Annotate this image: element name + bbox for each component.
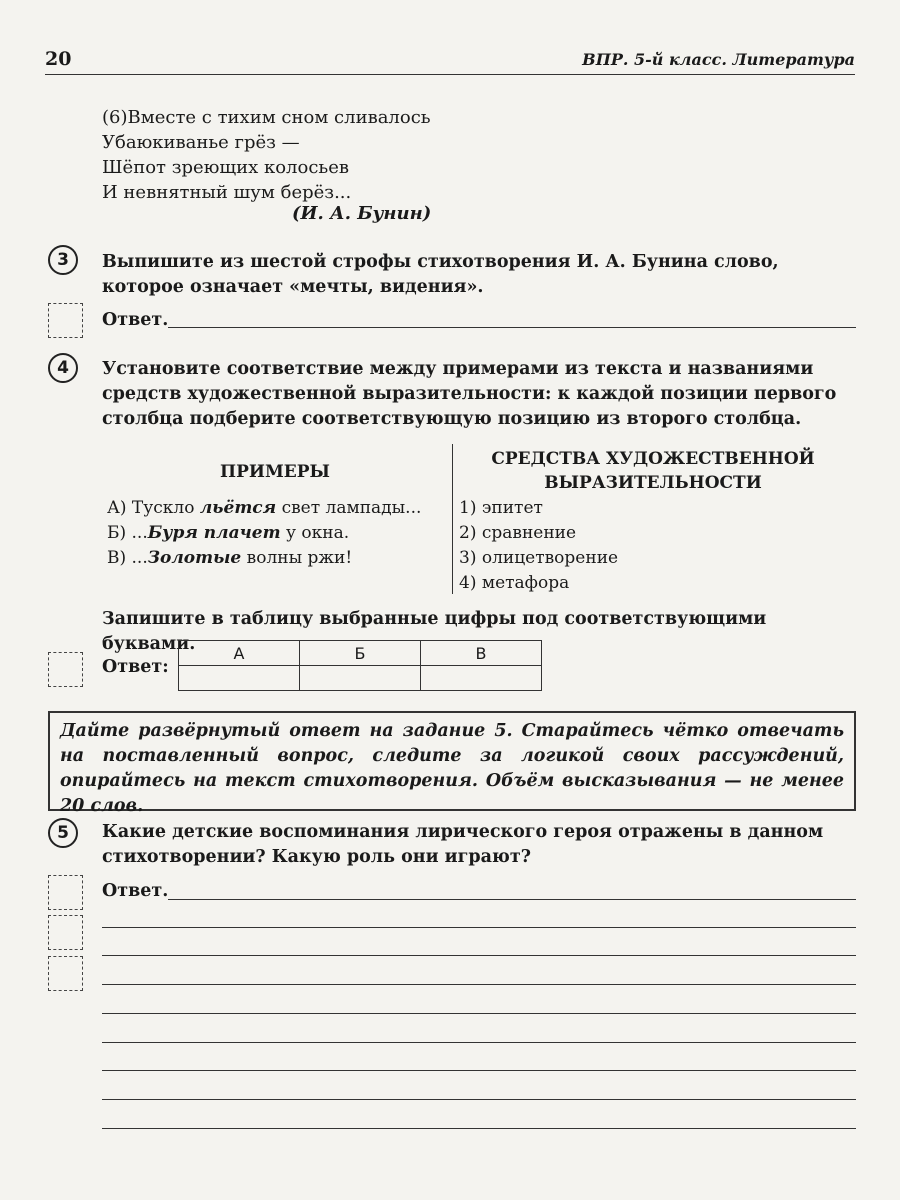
score-box <box>48 956 83 991</box>
poem-line: И невнятный шум берёз... <box>102 182 352 203</box>
task-4-instruction: Запишите в таблицу выбранные цифры под соответствующими буквами. <box>102 609 767 654</box>
answer-line[interactable] <box>102 1070 856 1071</box>
answer-line[interactable] <box>102 1128 856 1129</box>
example-item: Б) ...Буря плачет у окна. <box>107 523 350 543</box>
task-3-question: Выпишите из шестой строфы стихотворения И. А. Бунина слово, которое означает «мечты, видения». <box>102 252 779 297</box>
instruction-notice: Дайте развёрнутый ответ на задание 5. Старайтесь чётко отвечать на поставленный вопрос, следите за логикой своих рассуждений, опирайтесь на текст стихотворения. Объём высказывания — не менее 20 слов. <box>48 711 856 811</box>
poem-line: (6)Вместе с тихим сном сливалось <box>102 107 431 128</box>
answer-line[interactable] <box>168 327 856 328</box>
table-header-cell: Б <box>300 641 421 666</box>
example-item: В) ...Золотые волны ржи! <box>107 548 353 568</box>
answer-line[interactable] <box>168 899 856 900</box>
score-box <box>48 652 83 687</box>
score-box <box>48 875 83 910</box>
answer-cell[interactable] <box>179 666 300 691</box>
means-header-line: СРЕДСТВА ХУДОЖЕСТВЕННОЙ <box>491 449 815 469</box>
means-item: 3) олицетворение <box>459 548 619 568</box>
means-header <box>472 447 834 495</box>
examples-header: ПРИМЕРЫ <box>220 462 330 482</box>
score-box <box>48 303 83 338</box>
page-number: 20 <box>45 48 72 70</box>
answer-line[interactable] <box>102 927 856 928</box>
means-header-line: ВЫРАЗИТЕЛЬНОСТИ <box>544 473 762 493</box>
answer-line[interactable] <box>102 955 856 956</box>
answer-cell[interactable] <box>300 666 421 691</box>
answer-line[interactable] <box>102 1042 856 1043</box>
poem-line: Шёпот зреющих колосьев <box>102 157 349 178</box>
answer-cell[interactable] <box>421 666 542 691</box>
poem-stanza <box>102 105 431 205</box>
answer-line[interactable] <box>102 1013 856 1014</box>
answer-line[interactable] <box>102 984 856 985</box>
answer-label: Ответ: <box>102 657 169 677</box>
table-header-cell: А <box>179 641 300 666</box>
means-item: 4) метафора <box>459 573 570 593</box>
column-divider <box>452 444 453 594</box>
task-4-question: Установите соответствие между примерами из текста и названиями средств художественной выразительности: к каждой позиции первого столбца подберите соответствующую позицию из второго столбца. <box>102 359 837 429</box>
task-number-badge: 5 <box>48 818 78 848</box>
answer-table <box>178 640 542 691</box>
task-5-question: Какие детские воспоминания лирического героя отражены в данном стихотворении? Какую роль они играют? <box>102 822 824 867</box>
book-title: ВПР. 5-й класс. Литература <box>582 50 855 69</box>
means-list <box>459 496 618 596</box>
means-item: 1) эпитет <box>459 498 543 518</box>
answer-label: Ответ. <box>102 881 169 901</box>
answer-label: Ответ. <box>102 310 169 330</box>
header-rule <box>45 74 855 75</box>
means-item: 2) сравнение <box>459 523 577 543</box>
score-box <box>48 915 83 950</box>
example-item: А) Тускло льётся свет лампады... <box>107 498 422 518</box>
task-number-badge: 4 <box>48 353 78 383</box>
poem-line: Убаюкиванье грёз — <box>102 132 300 153</box>
task-number-badge: 3 <box>48 245 78 275</box>
table-header-cell: В <box>421 641 542 666</box>
answer-line[interactable] <box>102 1099 856 1100</box>
poem-author: (И. А. Бунин) <box>292 203 432 224</box>
examples-list <box>107 496 421 571</box>
